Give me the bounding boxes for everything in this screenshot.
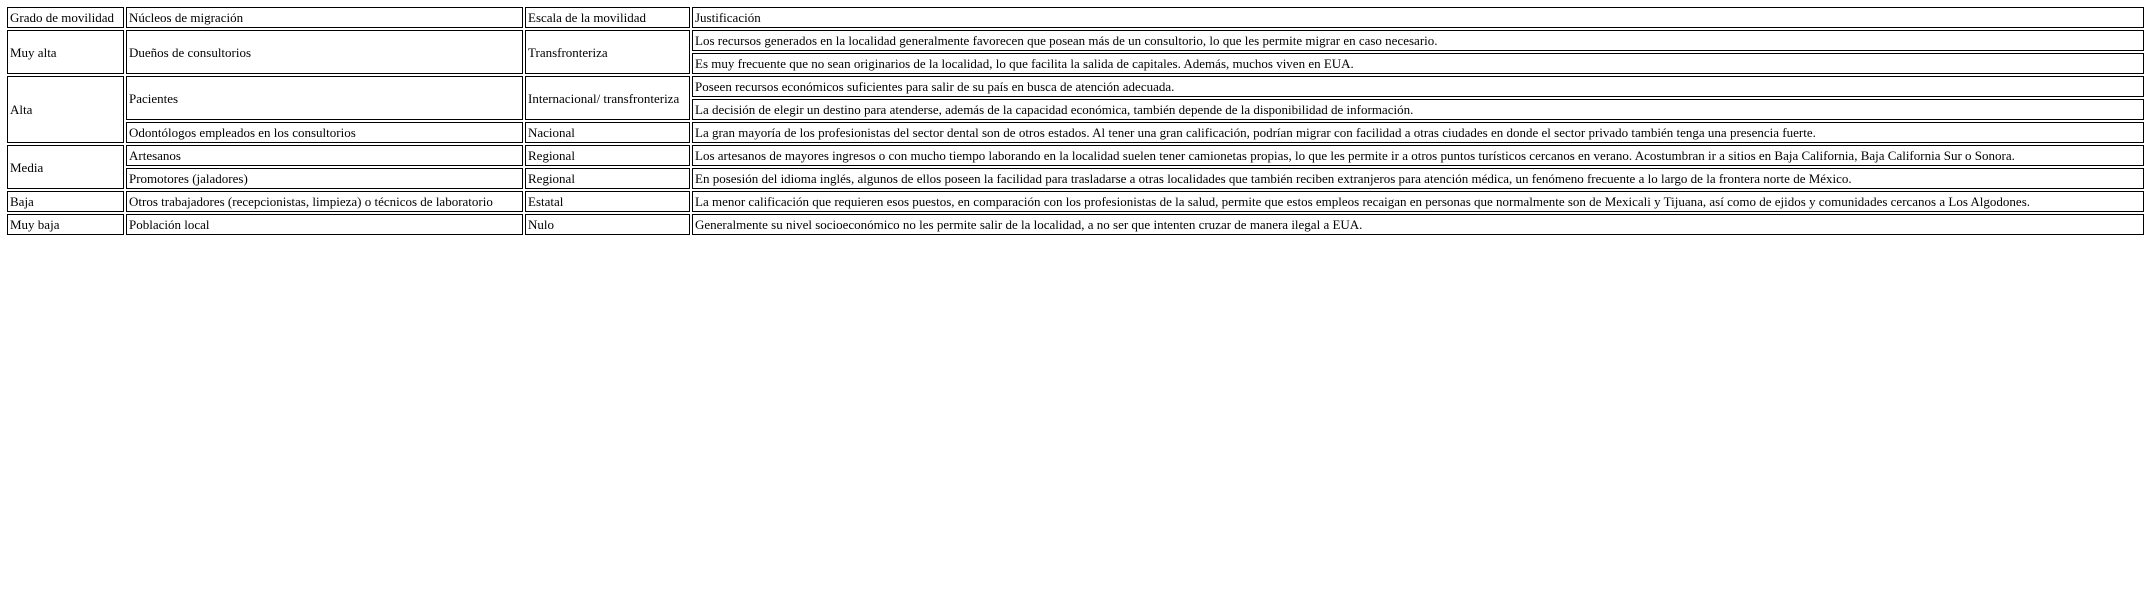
- nucleus-cell: Población local: [126, 214, 523, 235]
- scale-cell: Regional: [525, 168, 690, 189]
- justification-cell: En posesión del idioma inglés, algunos de ellos poseen la facilidad para trasladarse a otras localidades que también reciben extranjeros para atención médica, un fenómeno frecuente a lo largo de la frontera norte de México.: [692, 168, 2144, 189]
- scale-cell: Transfronteriza: [525, 30, 690, 74]
- header-scale: Escala de la movilidad: [525, 7, 690, 28]
- table-row: [7, 145, 2144, 166]
- scale-cell: Estatal: [525, 191, 690, 212]
- nucleus-cell: Promotores (jaladores): [126, 168, 523, 189]
- nucleus-cell: Dueños de consultorios: [126, 30, 523, 74]
- header-nuclei: Núcleos de migración: [126, 7, 523, 28]
- justification-cell: La gran mayoría de los profesionistas del sector dental son de otros estados. Al tener una gran calificación, podrían migrar con facilidad a otras ciudades en donde el sector privado también tenga una presencia fuerte.: [692, 122, 2144, 143]
- nucleus-cell: Otros trabajadores (recepcionistas, limpieza) o técnicos de laboratorio: [126, 191, 523, 212]
- table-row: [7, 214, 2144, 235]
- header-row: [7, 7, 2144, 28]
- scale-cell: Internacional/ transfronteriza: [525, 76, 690, 120]
- header-grade: Grado de movilidad: [7, 7, 124, 28]
- scale-cell: Nulo: [525, 214, 690, 235]
- justification-cell: La menor calificación que requieren esos puestos, en comparación con los profesionistas de la salud, permite que estos empleos recaigan en personas que normalmente son de Mexicali y Tijuana, así como de ejidos y comunidades cercanos a Los Algodones.: [692, 191, 2144, 212]
- nucleus-cell: Odontólogos empleados en los consultorios: [126, 122, 523, 143]
- justification-cell: La decisión de elegir un destino para atenderse, además de la capacidad económica, también depende de la disponibilidad de información.: [692, 99, 2144, 120]
- scale-cell: Regional: [525, 145, 690, 166]
- mobility-table: [5, 5, 2146, 237]
- table-row: [7, 30, 2144, 51]
- justification-cell: Poseen recursos económicos suficientes para salir de su país en busca de atención adecuada.: [692, 76, 2144, 97]
- grade-cell: Baja: [7, 191, 124, 212]
- grade-cell: Muy baja: [7, 214, 124, 235]
- table-row: [7, 122, 2144, 143]
- grade-cell: Media: [7, 145, 124, 189]
- grade-cell: Muy alta: [7, 30, 124, 74]
- grade-cell: Alta: [7, 76, 124, 143]
- justification-cell: Los recursos generados en la localidad generalmente favorecen que posean más de un consultorio, lo que les permite migrar en caso necesario.: [692, 30, 2144, 51]
- justification-cell: Los artesanos de mayores ingresos o con mucho tiempo laborando en la localidad suelen tener camionetas propias, lo que les permite ir a otros puntos turísticos cercanos en verano. Acostumbran ir a sitios en Baja California, Baja California Sur o Sonora.: [692, 145, 2144, 166]
- justification-cell: Es muy frecuente que no sean originarios de la localidad, lo que facilita la salida de capitales. Además, muchos viven en EUA.: [692, 53, 2144, 74]
- table-row: [7, 191, 2144, 212]
- nucleus-cell: Pacientes: [126, 76, 523, 120]
- table-row: [7, 76, 2144, 97]
- nucleus-cell: Artesanos: [126, 145, 523, 166]
- scale-cell: Nacional: [525, 122, 690, 143]
- table-row: [7, 168, 2144, 189]
- justification-cell: Generalmente su nivel socioeconómico no les permite salir de la localidad, a no ser que intenten cruzar de manera ilegal a EUA.: [692, 214, 2144, 235]
- header-justification: Justificación: [692, 7, 2144, 28]
